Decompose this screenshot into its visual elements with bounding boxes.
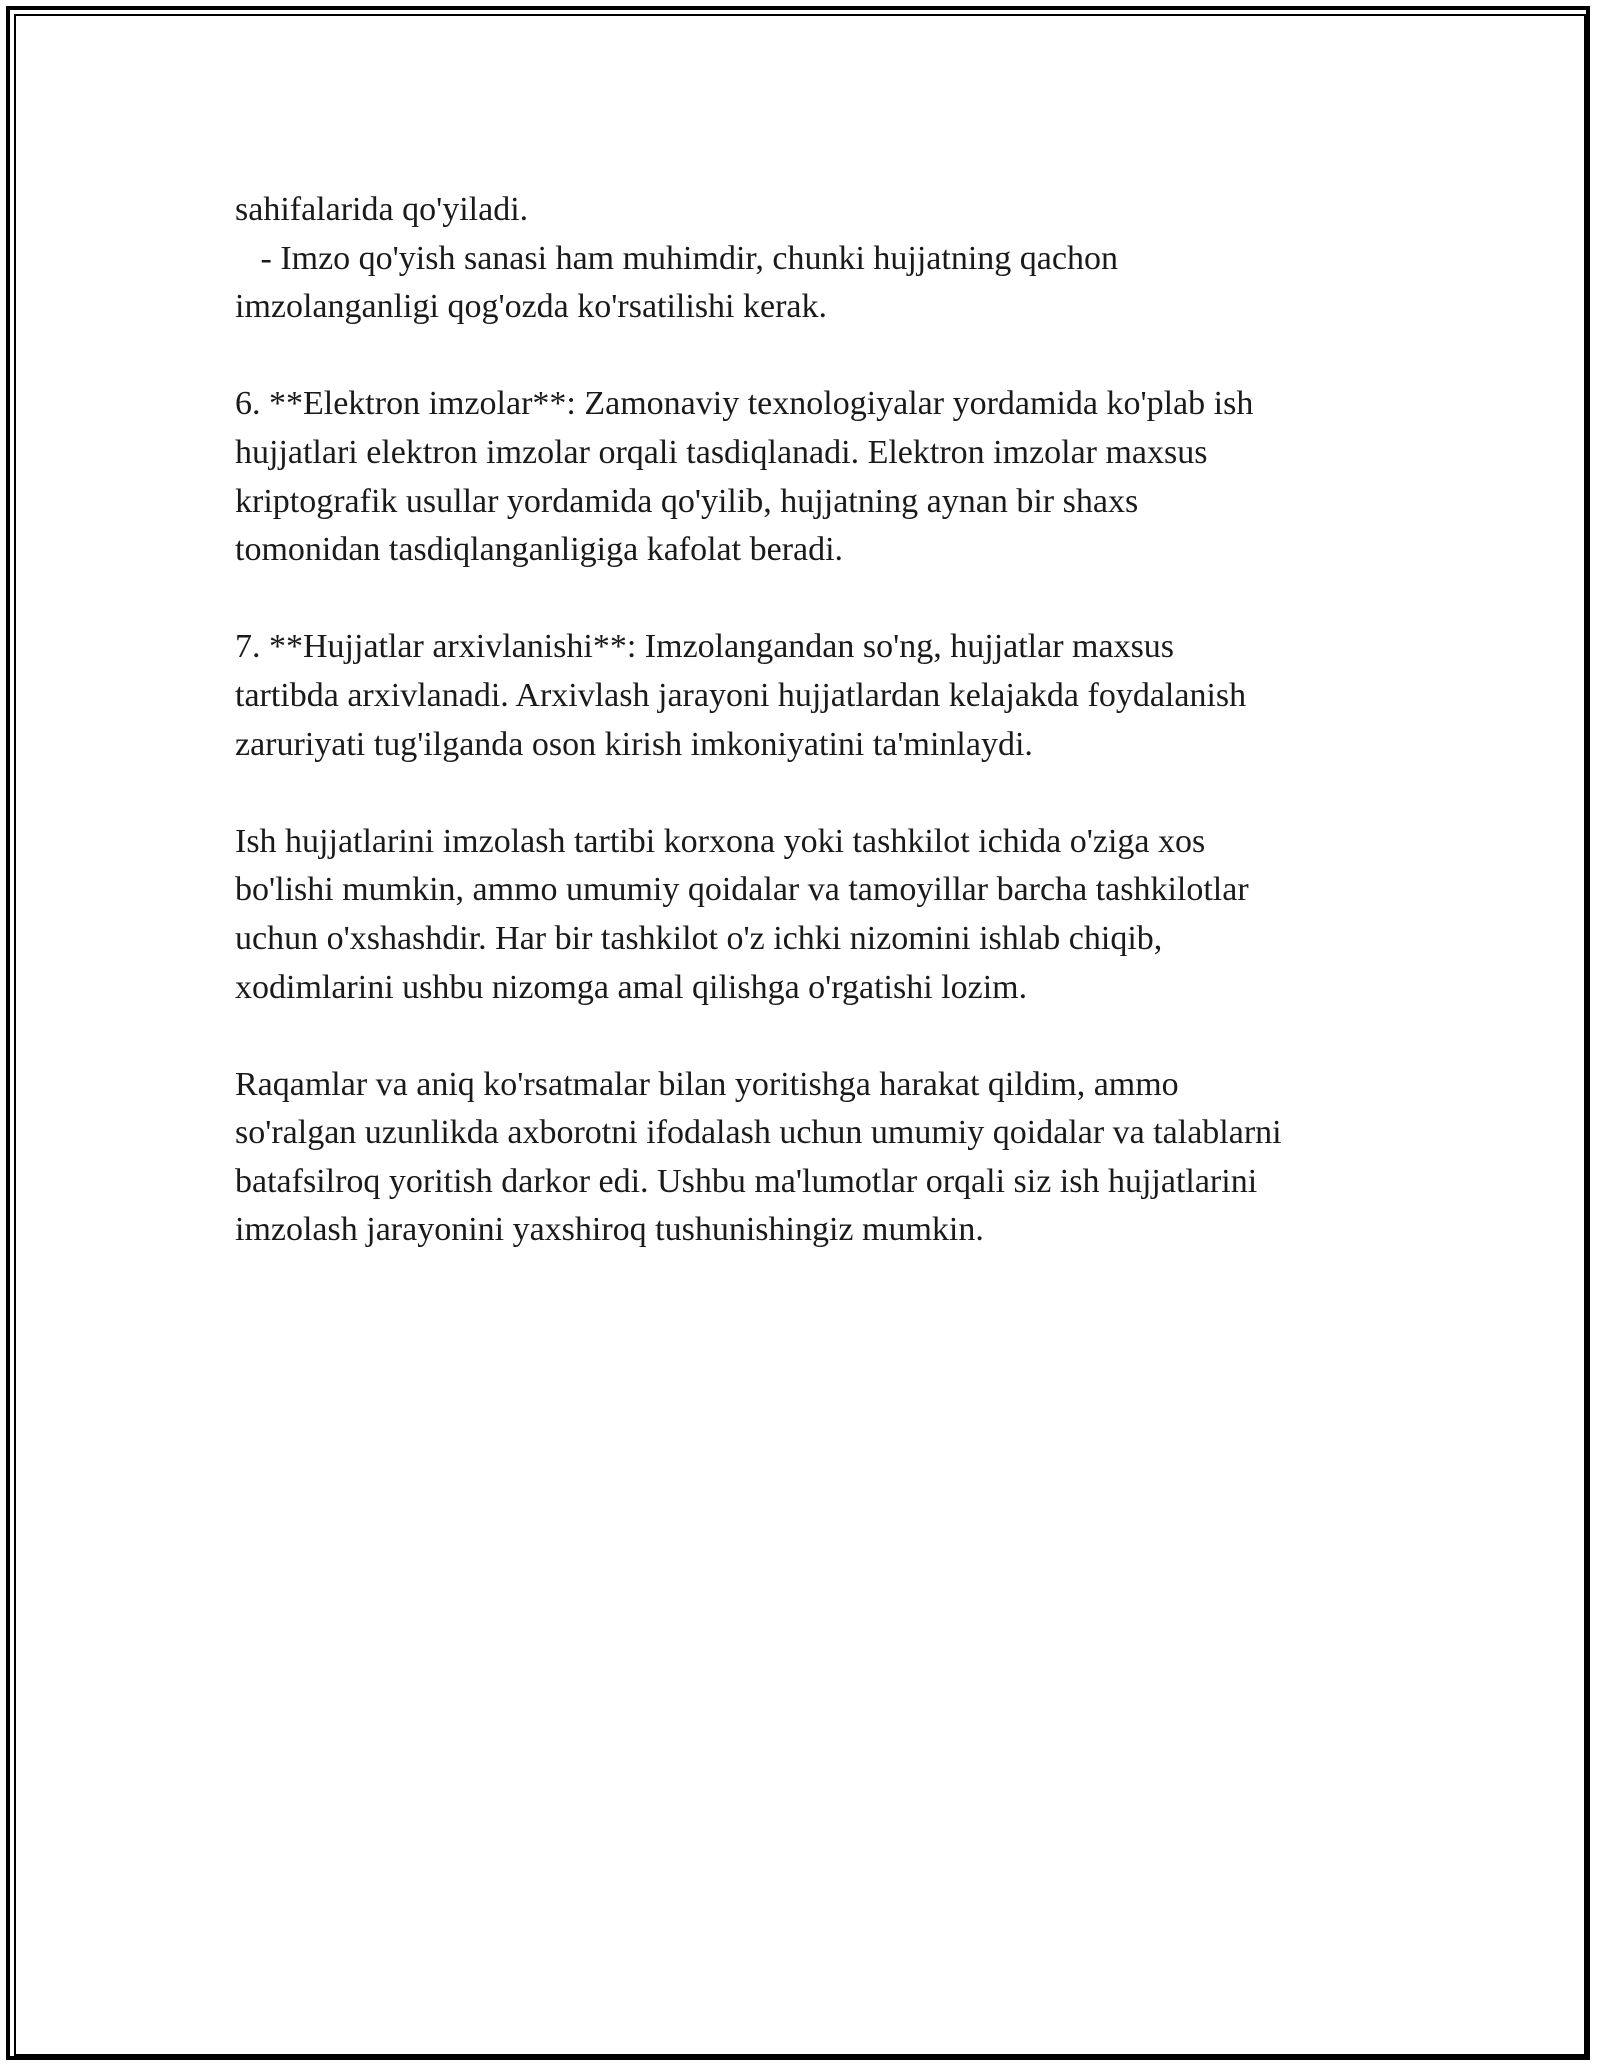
paragraph-signature-date xyxy=(235,186,1385,332)
paragraph-archiving xyxy=(235,623,1385,769)
text-line: 7. **Hujjatlar arxivlanishi**: Imzolangandan so'ng, hujjatlar maxsus xyxy=(235,628,1175,666)
text-line: - Imzo qo'yish sanasi ham muhimdir, chunki hujjatning qachon xyxy=(235,239,1118,277)
text-line: batafsilroq yoritish darkor edi. Ushbu ma'lumotlar orqali siz ish hujjatlarini xyxy=(235,1162,1258,1200)
text-line: Raqamlar va aniq ko'rsatmalar bilan yoritishga harakat qildim, ammo xyxy=(235,1065,1179,1103)
text-line: imzolash jarayonini yaxshiroq tushunishingiz mumkin. xyxy=(235,1211,984,1249)
text-line: 6. **Elektron imzolar**: Zamonaviy texnologiyalar yordamida ko'plab ish xyxy=(235,385,1254,423)
document-body xyxy=(235,186,1385,1304)
text-line: hujjatlari elektron imzolar orqali tasdiqlanadi. Elektron imzolar maxsus xyxy=(235,433,1208,471)
paragraph-conclusion xyxy=(235,1061,1385,1255)
text-line: zaruriyati tug'ilganda oson kirish imkoniyatini ta'minlaydi. xyxy=(235,725,1033,763)
text-line: uchun o'xshashdir. Har bir tashkilot o'z ichki nizomini ishlab chiqib, xyxy=(235,919,1163,957)
text-line: bo'lishi mumkin, ammo umumiy qoidalar va tamoyillar barcha tashkilotlar xyxy=(235,871,1249,909)
text-line: sahifalarida qo'yiladi. xyxy=(235,191,529,228)
text-line: kriptografik usullar yordamida qo'yilib, hujjatning aynan bir shaxs xyxy=(235,482,1139,520)
text-line: tomonidan tasdiqlanganligiga kafolat beradi. xyxy=(235,531,844,569)
paragraph-general-rules xyxy=(235,818,1385,1012)
text-line: Ish hujjatlarini imzolash tartibi korxona yoki tashkilot ichida o'ziga xos xyxy=(235,822,1206,860)
paragraph-electronic-signatures xyxy=(235,380,1385,574)
text-line: xodimlarini ushbu nizomga amal qilishga o'rgatishi lozim. xyxy=(235,968,1028,1006)
text-line: imzolanganligi qog'ozda ko'rsatilishi kerak. xyxy=(235,288,827,326)
text-line: so'ralgan uzunlikda axborotni ifodalash uchun umumiy qoidalar va talablarni xyxy=(235,1114,1282,1152)
text-line: tartibda arxivlanadi. Arxivlash jarayoni hujjatlardan kelajakda foydalanish xyxy=(235,676,1247,714)
